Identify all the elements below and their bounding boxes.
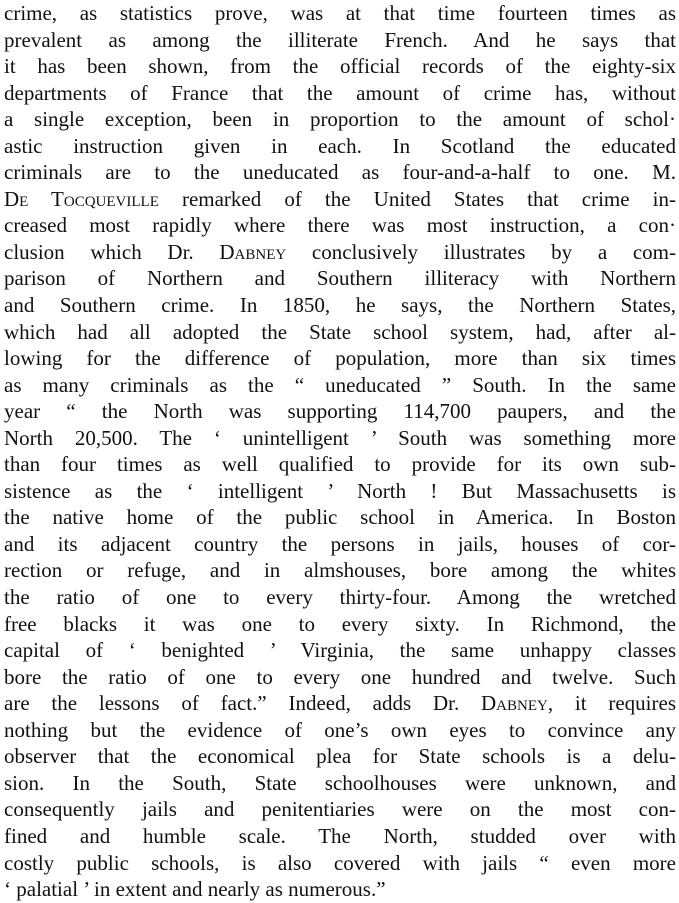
text-line: De Tocqueville remarked of the United States that crime in- [4,186,676,211]
text-line: which had all adopted the State school system, had, after al- [4,319,676,344]
text-line: consequently jails and penitentiaries were on the most con- [4,797,676,822]
text-line: sion. In the South, State schoolhouses were unknown, and [4,770,676,795]
text-line: the native home of the public school in America. In Boston [4,505,676,530]
text-line: prevalent as among the illiterate French. And he says that [4,27,676,52]
text-line: capital of ‘ benighted ’ Virginia, the same unhappy classes [4,638,676,663]
text-line: than four times as well qualified to provide for its own sub- [4,452,676,477]
text-line: North 20,500. The ‘ unintelligent ’ South was something more [4,425,676,450]
text-line: departments of France that the amount of crime has, without [4,80,676,105]
text-line: a single exception, been in proportion to the amount of schol· [4,107,676,132]
text-line: criminals are to the uneducated as four-and-a-half to one. M. [4,160,676,185]
body-text [4,0,676,903]
text-line: it has been shown, from the official records of the eighty-six [4,54,676,79]
text-line: crime, as statistics prove, was at that time fourteen times as [4,1,676,25]
text-line: costly public schools, is also covered with jails “ even more [4,850,676,875]
text-line: year “ the North was supporting 114,700 paupers, and the [4,399,676,424]
text-line: ‘ palatial ’ in extent and nearly as numerous.” [4,877,386,902]
text-line: parison of Northern and Southern illiteracy with Northern [4,266,676,291]
text-line: the ratio of one to every thirty-four. Among the wretched [4,585,676,610]
text-line: clusion which Dr. Dabney conclusively illustrates by a com- [4,239,676,264]
text-line: and Southern crime. In 1850, he says, the Northern States, [4,293,676,318]
text-line: sistence as the ‘ intelligent ’ North ! But Massachusetts is [4,478,676,503]
text-line: observer that the economical plea for State schools is a delu- [4,744,676,769]
text-line: free blacks it was one to every sixty. In Richmond, the [4,611,676,636]
text-line: fined and humble scale. The North, studded over with [4,823,676,848]
text-line: creased most rapidly where there was most instruction, a con· [4,213,676,238]
text-line: astic instruction given in each. In Scotland the educated [4,133,676,158]
text-line: are the lessons of fact.” Indeed, adds Dr. Dabney, it requires [4,691,676,716]
text-line: bore the ratio of one to every one hundred and twelve. Such [4,664,676,689]
text-line: rection or refuge, and in almshouses, bore among the whites [4,558,676,583]
text-line: lowing for the difference of population, more than six times [4,346,676,371]
text-line: as many criminals as the “ uneducated ” South. In the same [4,372,676,397]
text-line: and its adjacent country the persons in jails, houses of cor- [4,531,676,556]
text-line: nothing but the evidence of one’s own eyes to convince any [4,717,676,742]
